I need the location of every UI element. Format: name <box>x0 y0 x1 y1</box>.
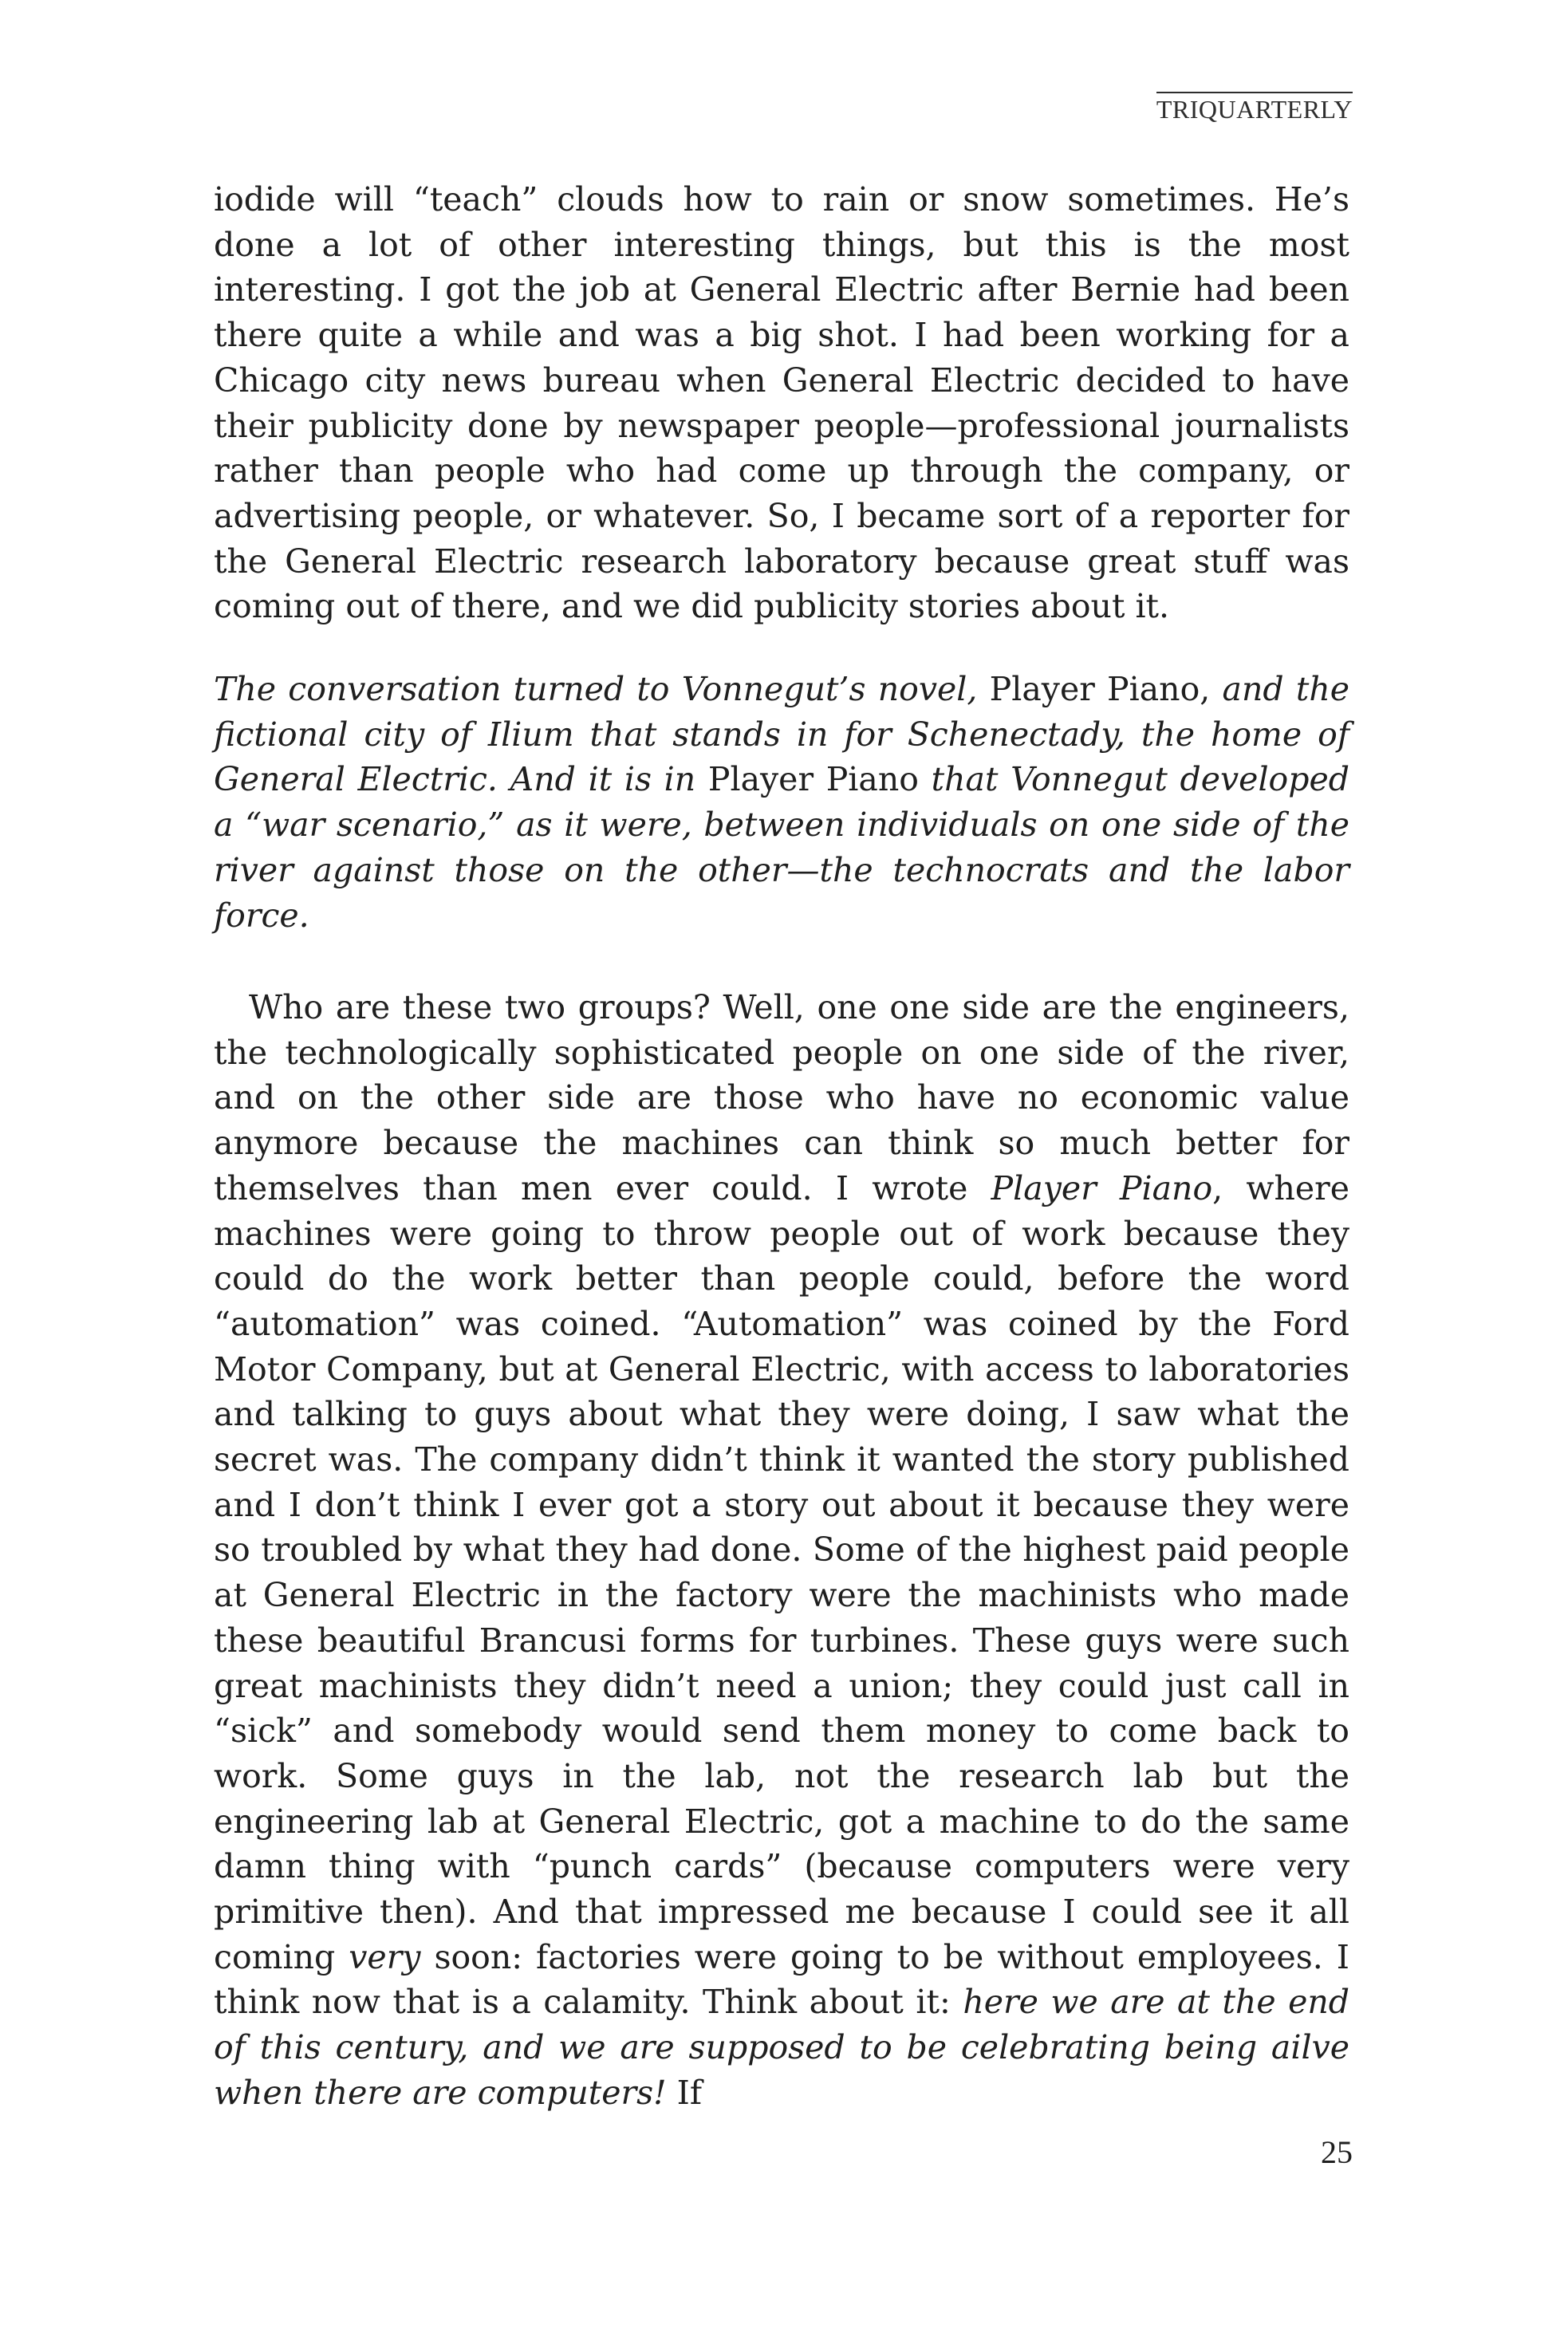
book-title-player-piano: Player Piano, <box>989 670 1211 708</box>
italic-tail: here we are at the end of this century, and we are supposed to be celebrating being ailve when there are computers! <box>214 1983 1350 2112</box>
emphasis-word: very <box>349 1937 421 1976</box>
interlude-paragraph <box>214 667 1349 938</box>
page-number: 25 <box>1321 2134 1353 2170</box>
interlude-text-1: The conversation turned to Vonnegut’s novel, <box>214 670 990 708</box>
intro-paragraph: iodide will “teach” clouds how to rain or snow sometimes. He’s done a lot of other interesting things, but this is the most interesting. I got the job at General Electric after Bernie had been there quite a while and was a big shot. I had been working for a Chicago city news bureau when General Electric decided to have their publicity done by newspaper people—professional journalists rather than people who had come up through the company, or advertising people, or whatever. So, I became sort of a reporter for the General Electric research laboratory because great stuff was coming out of there, and we did publicity stories about it. <box>214 180 1349 626</box>
answer-paragraph <box>214 985 1349 2116</box>
answer-text-1: Who are these two groups? Well, one one side are the engineers, the technologically sophisticated people on one side of the river, and on the other side are those who have no economic value anymore because the machines can think so much better for themselves than men ever could. I wrote <box>214 988 1349 1207</box>
interlude-text-2: and the fictional city of Ilium that stands in for Schenectady, the home of General Electric. And it is in <box>214 670 1350 799</box>
running-head: TRIQUARTERLY <box>1156 92 1353 124</box>
interlude-text-3: that Vonnegut developed a “war scenario,” as it were, between individuals on one side of the river against those on the other—the technocrats and the labor force. <box>214 760 1349 935</box>
book-title-italic: Player Piano <box>991 1168 1213 1207</box>
book-title-player-piano-2: Player Piano <box>707 760 919 799</box>
answer-text-3: soon: factories were going to be without employees. I think now that is a calamity. Think about it: <box>214 1937 1349 2022</box>
answer-text-4: If <box>666 2073 703 2112</box>
answer-text-2: , where machines were going to throw people out of work because they could do the work better than people could, before the word “automation” was coined. “Automation” was coined by the Ford Motor Company, but at General Electric, with access to laboratories and talking to guys about what they were doing, I saw what the secret was. The company didn’t think it wanted the story published and I don’t think I ever got a story out about it because they were so troubled by what they had done. Some of the highest paid people at General Electric in the factory were the machinists who made these beautiful Brancusi forms for turbines. These guys were such great machinists they didn’t need a union; they could just call in “sick” and somebody would send them money to come back to work. Some guys in the lab, not the research lab but the engineering lab at General Electric, got a machine to do the same damn thing with “punch cards” (because computers were very primitive then). And that impressed me because I could see it all coming <box>214 1168 1349 1976</box>
